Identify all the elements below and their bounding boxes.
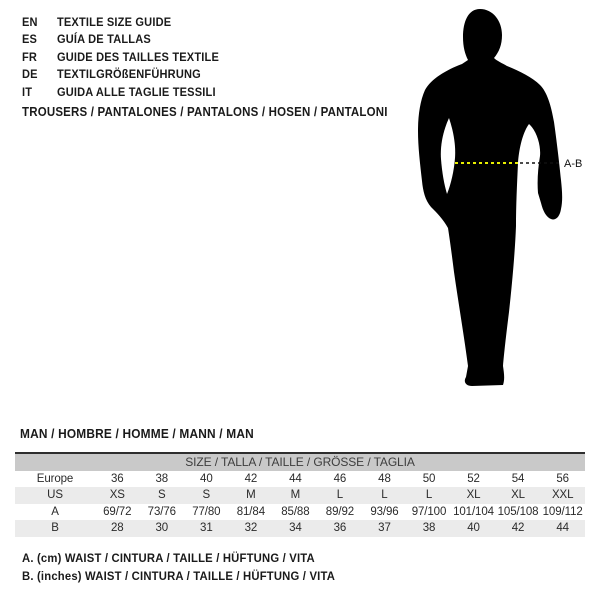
cell: 38 <box>155 472 169 485</box>
language-label: GUIDA ALLE TAGLIE TESSILI <box>56 84 216 99</box>
cell: 44 <box>289 472 302 485</box>
man-silhouette-figure <box>410 0 600 420</box>
cell: S <box>184 487 229 504</box>
cell: 42 <box>244 472 258 485</box>
language-row-en <box>22 13 219 31</box>
table-row-europe <box>15 471 585 488</box>
garment-category-title: TROUSERS / PANTALONES / PANTALONS / HOSEN / PANTALONI <box>22 105 388 119</box>
cell: 89/92 <box>325 505 355 518</box>
footnote-a: A. (cm) WAIST / CINTURA / TAILLE / HÜFTUNG / VITA <box>22 551 315 565</box>
cell: XXL <box>540 487 585 504</box>
cell: 54 <box>511 472 525 485</box>
language-legend <box>22 13 219 101</box>
cell: 32 <box>229 520 274 537</box>
cell: 38 <box>407 520 452 537</box>
cell: 46 <box>333 472 347 485</box>
cell: 50 <box>422 472 436 485</box>
cell: XL <box>451 487 496 504</box>
measurement-footnotes <box>22 551 335 586</box>
language-code: ES <box>22 32 38 47</box>
cell: 44 <box>540 520 585 537</box>
cell: 93/96 <box>370 505 399 518</box>
size-table <box>15 452 585 537</box>
cell: 36 <box>318 520 363 537</box>
man-silhouette-icon <box>418 9 562 386</box>
table-row-us <box>15 487 585 504</box>
cell: 40 <box>200 472 213 485</box>
cell: L <box>362 487 407 504</box>
language-row-de <box>22 66 219 84</box>
cell: 28 <box>95 520 140 537</box>
size-table-header: SIZE / TALLA / TAILLE / GRÖSSE / TAGLIA <box>15 454 585 471</box>
row-label: US <box>15 487 95 504</box>
cell: 36 <box>110 472 124 485</box>
language-label: GUIDE DES TAILLES TEXTILE <box>56 49 219 64</box>
footnote-b: B. (inches) WAIST / CINTURA / TAILLE / HÜFTUNG / VITA <box>22 568 336 583</box>
cell: M <box>273 487 318 504</box>
language-row-fr <box>22 48 219 66</box>
table-row-b-inches <box>15 520 585 537</box>
cell: 30 <box>140 520 185 537</box>
cell: XL <box>496 487 541 504</box>
language-label: GUÍA DE TALLAS <box>56 32 151 47</box>
cell: 37 <box>362 520 407 537</box>
cell: 69/72 <box>103 505 132 518</box>
cell: S <box>140 487 185 504</box>
cell: XS <box>95 487 140 504</box>
cell: M <box>229 487 274 504</box>
language-row-it <box>22 83 219 101</box>
cell: L <box>318 487 363 504</box>
row-label: A <box>51 505 59 518</box>
cell: 81/84 <box>236 505 265 518</box>
cell: L <box>407 487 452 504</box>
section-heading-man: MAN / HOMBRE / HOMME / MANN / MAN <box>20 427 254 441</box>
cell: 101/104 <box>453 505 494 518</box>
language-label: TEXTILGRÖßENFÜHRUNG <box>56 67 201 82</box>
cell: 42 <box>496 520 541 537</box>
cell: 109/112 <box>542 505 583 518</box>
cell: 40 <box>451 520 496 537</box>
cell: 105/108 <box>497 505 539 518</box>
waist-measure-label: A-B <box>564 158 583 170</box>
cell: 48 <box>378 472 391 485</box>
language-label: TEXTILE SIZE GUIDE <box>56 14 172 29</box>
language-code: FR <box>22 49 38 64</box>
language-code: DE <box>22 67 38 82</box>
cell: 52 <box>467 472 480 485</box>
language-code: EN <box>22 14 38 29</box>
language-code: IT <box>22 84 33 99</box>
row-label: B <box>15 520 95 537</box>
table-row-a-cm <box>15 504 585 521</box>
row-label: Europe <box>36 472 74 485</box>
cell: 34 <box>273 520 318 537</box>
cell: 77/80 <box>192 505 221 518</box>
cell: 31 <box>184 520 229 537</box>
cell: 97/100 <box>411 505 447 518</box>
cell: 73/76 <box>147 505 176 518</box>
language-row-es <box>22 31 219 49</box>
cell: 56 <box>556 472 569 485</box>
size-table-header-row <box>15 454 585 471</box>
cell: 85/88 <box>281 505 310 518</box>
